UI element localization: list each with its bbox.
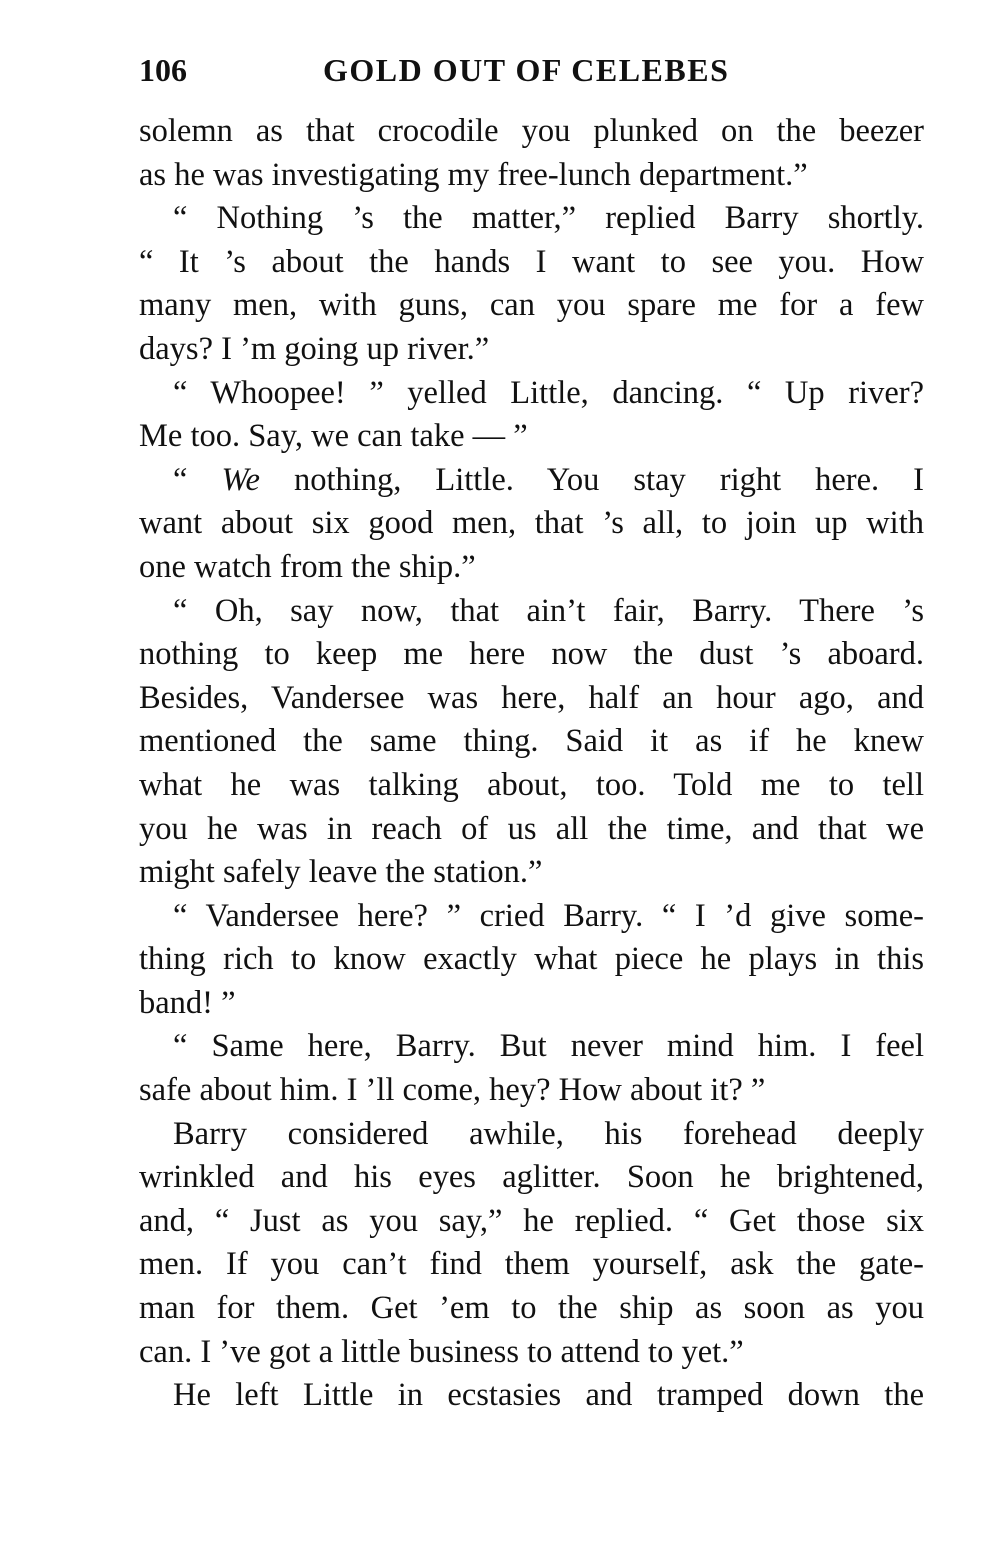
text-line: Besides, Vandersee was here, half an hour ago, and: [139, 679, 924, 716]
text-line: one watch from the ship.”: [139, 548, 476, 585]
body-text: [139, 110, 924, 1418]
text-line: “ Nothing ’s the matter,” replied Barry shortly.: [173, 200, 924, 237]
page-number: 106: [139, 52, 187, 88]
text-line: band! ”: [139, 984, 236, 1021]
text-line: nothing to keep me here now the dust ’s aboard.: [139, 636, 924, 673]
text-line: what he was talking about, too. Told me to tell: [139, 766, 924, 803]
text-line: want about six good men, that ’s all, to join up with: [139, 505, 924, 542]
text-line: thing rich to know exactly what piece he plays in this: [139, 941, 924, 978]
text-line: Me too. Say, we can take — ”: [139, 418, 528, 455]
text-line: solemn as that crocodile you plunked on the beezer: [139, 113, 924, 149]
line-remainder: nothing, Little. You stay right here. I: [259, 461, 924, 498]
text-line: as he was investigating my free-lunch department.”: [139, 156, 808, 193]
text-line: men. If you can’t find them yourself, ask the gate-: [139, 1246, 924, 1283]
running-head: GOLD OUT OF CELEBES: [323, 52, 730, 88]
book-page: [139, 0, 924, 1547]
text-line: Barry considered awhile, his forehead deeply: [173, 1115, 924, 1152]
text-line: “ Whoopee! ” yelled Little, dancing. “ Up river?: [173, 374, 924, 411]
open-quote: “: [173, 461, 188, 498]
text-line: man for them. Get ’em to the ship as soon as you: [139, 1290, 924, 1327]
text-line: “ Oh, say now, that ain’t fair, Barry. There ’s: [173, 592, 924, 629]
text-line: safe about him. I ’ll come, hey? How about it? ”: [139, 1072, 766, 1109]
text-line: [139, 459, 924, 503]
text-line: might safely leave the station.”: [139, 854, 543, 891]
text-line: many men, with guns, can you spare me for a few: [139, 287, 924, 324]
page-header: [139, 50, 924, 90]
text-line: “ It ’s about the hands I want to see you. How: [139, 243, 924, 280]
text-line: He left Little in ecstasies and tramped down the: [173, 1377, 924, 1414]
text-line: you he was in reach of us all the time, and that we: [139, 810, 924, 847]
text-line: “ Vandersee here? ” cried Barry. “ I ’d give some-: [173, 897, 924, 934]
text-line: wrinkled and his eyes aglitter. Soon he brightened,: [139, 1159, 924, 1196]
text-line: can. I ’ve got a little business to attend to yet.”: [139, 1333, 744, 1370]
emphasized-word: We: [221, 461, 260, 498]
text-line: “ Same here, Barry. But never mind him. I feel: [173, 1028, 924, 1065]
text-line: days? I ’m going up river.”: [139, 330, 490, 367]
text-line: mentioned the same thing. Said it as if he knew: [139, 723, 924, 760]
text-line: and, “ Just as you say,” he replied. “ Get those six: [139, 1202, 924, 1239]
